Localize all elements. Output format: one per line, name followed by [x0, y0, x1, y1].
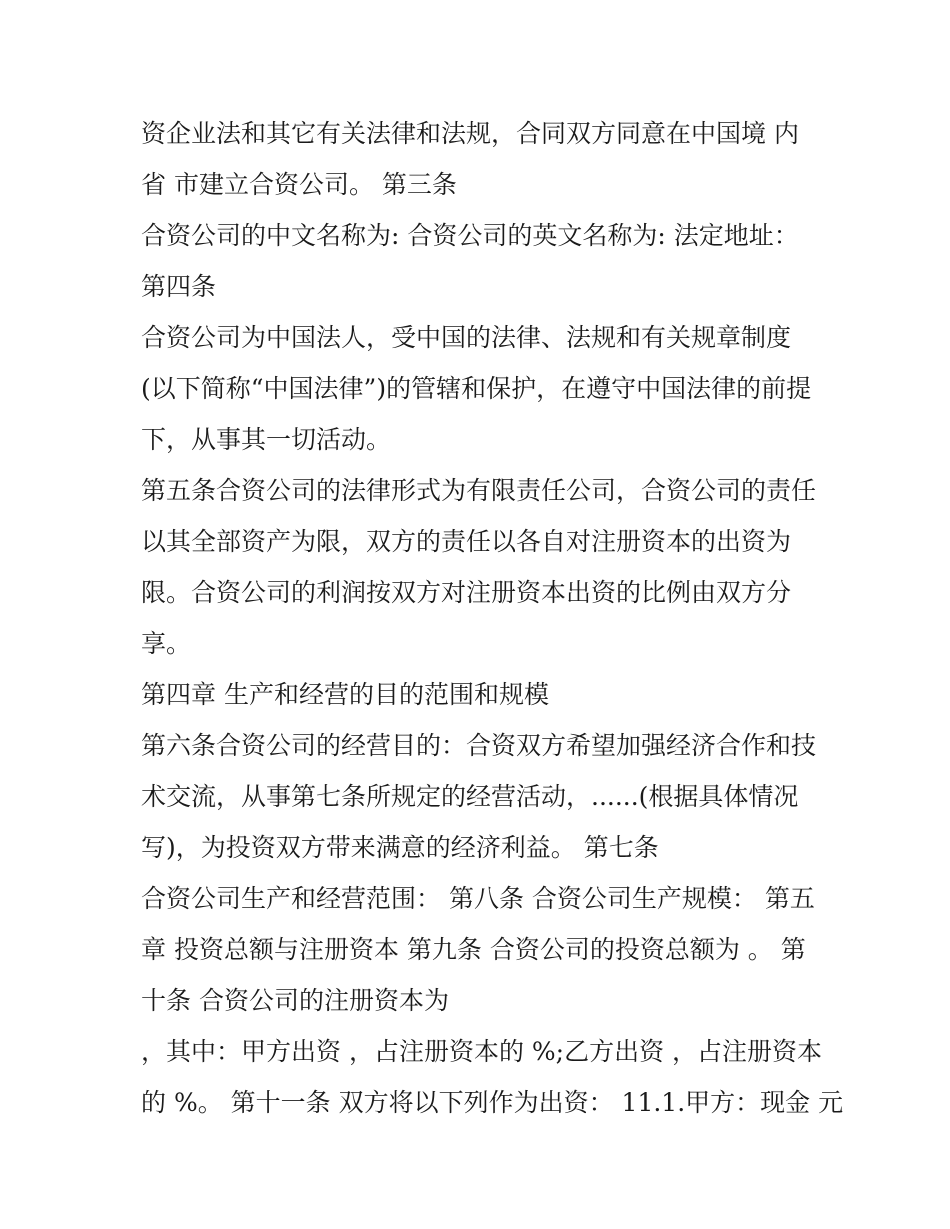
text-line: 资企业法和其它有关法律和法规，合同双方同意在中国境 内	[141, 119, 799, 148]
text-line: (以下简称“中国法律”)的管辖和保护，在遵守中国法律的前提	[141, 374, 812, 403]
text-line: 的 %。 第十一条 双方将以下列作为出资： 11.1.甲方：现金 元	[141, 1088, 844, 1117]
text-line: 第六条合资公司的经营目的：合资双方希望加强经济合作和技	[141, 731, 817, 760]
text-line: 章 投资总额与注册资本 第九条 合资公司的投资总额为 。 第	[141, 935, 806, 964]
text-line: 合资公司的中文名称为: 合资公司的英文名称为: 法定地址：	[141, 221, 799, 250]
text-line: 第五条合资公司的法律形式为有限责任公司，合资公司的责任	[141, 476, 817, 505]
text-line: 合资公司为中国法人，受中国的法律、法规和有关规章制度	[141, 323, 792, 352]
text-line: 术交流，从事第七条所规定的经营活动，......(根据具体情况	[141, 782, 799, 811]
document-body	[141, 108, 844, 1128]
text-line: 限。合资公司的利润按双方对注册资本出资的比例由双方分	[141, 578, 792, 607]
text-line: 省 市建立合资公司。 第三条	[141, 170, 457, 199]
text-line: 第四条	[141, 272, 217, 301]
text-line: ，其中：甲方出资 ，占注册资本的 %;乙方出资 ，占注册资本	[141, 1037, 823, 1066]
chapter-heading: 第四章 生产和经营的目的范围和规模	[141, 680, 549, 709]
text-line: 以其全部资产为限，双方的责任以各自对注册资本的出资为	[141, 527, 792, 556]
text-line: 享。	[141, 629, 192, 658]
text-line: 写)，为投资双方带来满意的经济利益。 第七条	[141, 833, 659, 862]
text-line: 合资公司生产和经营范围： 第八条 合资公司生产规模： 第五	[141, 884, 815, 913]
text-line: 十条 合资公司的注册资本为	[141, 986, 449, 1015]
text-line: 下，从事其一切活动。	[141, 425, 392, 454]
